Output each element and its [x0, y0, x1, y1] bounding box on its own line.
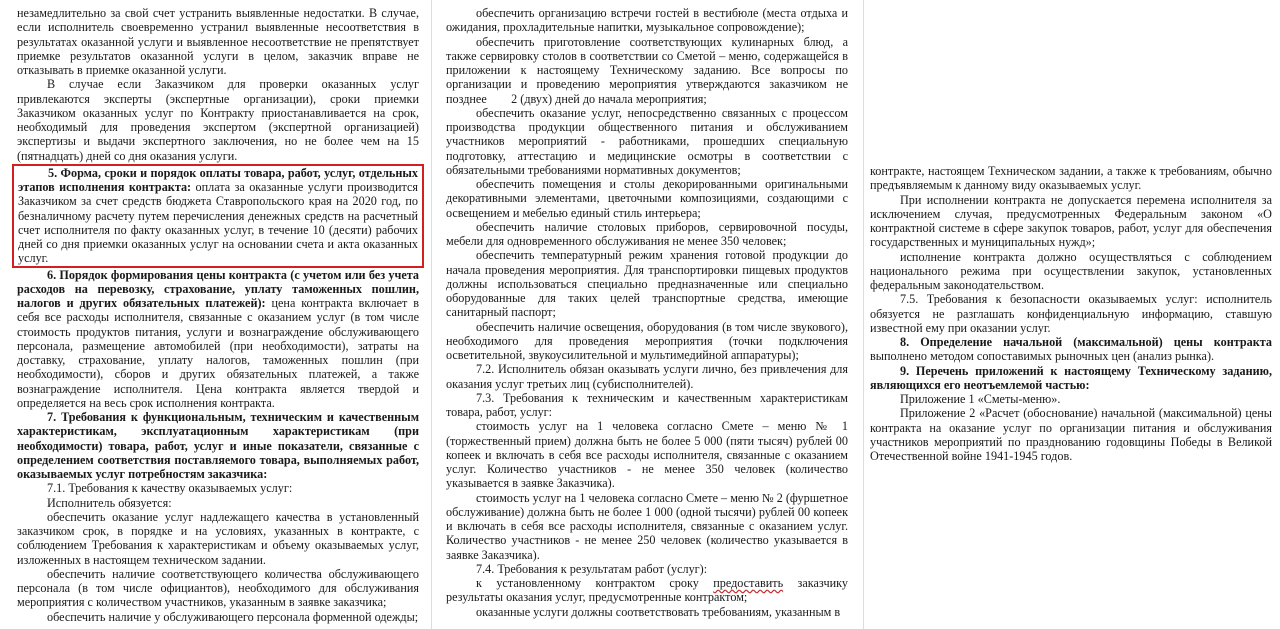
- paragraph: 7.2. Исполнитель обязан оказывать услуги лично, без привлечения для оказания услуг третьих лиц (субисполнителей).: [446, 362, 848, 391]
- paragraph: 7.1. Требования к качеству оказываемых услуг:: [47, 481, 293, 496]
- paragraph: [446, 576, 848, 605]
- appendix-item: Приложение 2 «Расчет (обоснование) начальной (максимальной) цены контракта на оказание услуг по организации питания и обслуживания участников мероприятий по празднованию годовщины Победы в Великой Отечественной войне 1941-1945 годов.: [870, 406, 1272, 463]
- paragraph: обеспечить приготовление соответствующих кулинарных блюд, а также сервировку столов в соответствии со Сметой – меню, содержащейся в приложении к настоящему Техническому заданию. Все вопросы по организации и проведению мероприятия утверждаются заказчиком не позднее 2 (двух) дней до начала мероприятия;: [446, 34, 852, 106]
- paragraph: стоимость услуг на 1 человека согласно Смете – меню № 1 (торжественный прием) должна быть не более 5 000 (пяти тысяч) рублей 00 копеек и включать в себя все расходы исполнителя, связанные с оказанием услуг. Количество участников - не менее 350 человек (количество указывается в заявке Заказчика).: [446, 419, 848, 491]
- document-page-left: [0, 0, 432, 629]
- text-run: к установленному контрактом сроку: [476, 576, 714, 590]
- paragraph: обеспечить помещения и столы декорированными оригинальными декоративными элементами, цветочными композициями, создающими с освещением и мебелью единый стиль интерьера;: [446, 177, 848, 220]
- section-5-text: оплата за оказанные услуги производится Заказчиком за счет средств бюджета Ставропольского края на 2020 год, по безналичному расчету путем перечисления денежных средств на расчетный счет исполнителя по факту оказанных услуг, в течение 10 (десяти) рабочих дней со дня приемки оказанных услуг на основании счета и акта оказанных услуг.: [18, 180, 418, 266]
- section-5-payment: [18, 166, 418, 266]
- highlighted-section-5: [12, 164, 424, 268]
- paragraph: незамедлительно за свой счет устранить выявленные недостатки. В случае, если исполнитель своевременно устранил выявленные несоответствия в результатах оказанной услуги и выявленное несоответствие не препятствует приемке результатов оказанной услуги в целом, заказчик вправе не отказывать в приемке оказанной услуги.: [17, 6, 419, 77]
- paragraph: 7.5. Требования к безопасности оказываемых услуг: исполнитель обязуется не разглашать конфиденциальную информацию, ставшую известной ему при оказании услуг.: [870, 292, 1272, 335]
- section-7-heading-text: 7. Требования к функциональным, техническим и качественным характеристикам, эксплуатационным характеристикам (при необходимости) товара, работ, услуг и иные показатели, связанные с определением соответствия поставляемого товара, выполняемых работ, оказываемых услуг потребностям заказчика:: [17, 410, 419, 481]
- paragraph: 7.4. Требования к результатам работ (услуг):: [476, 561, 708, 576]
- section-6-text: цена контракта включает в себя все расходы исполнителя, связанные с оказанием услуг (в том числе стоимость продуктов питания, услуги и вознаграждение обслуживающего персонала, размещение автомобилей (при необходимости), затраты на доставку, страхование, уплату налогов, таможенных пошлин (при необходимости), сборов и других обязательных платежей, а также вознаграждение исполнителя. Цена контракта является твердой и определяется на весь срок исполнения контракта.: [17, 296, 419, 410]
- section-5-heading: 5. Форма, сроки и порядок оплаты товара, работ, услуг, отдельных этапов исполнения контракта:: [18, 165, 418, 194]
- document-page-middle: [433, 0, 864, 629]
- paragraph: В случае если Заказчиком для проверки оказанных услуг привлекаются эксперты (экспертные организации), сроки приемки Заказчиком оказанных услуг по Контракту приостанавливается на срок, необходимый для проведения экспертом (экспертной организацией) экспертизы и выдачи экспертного заключения, но не более чем на 15 (пятнадцать) дней со дня оказания услуги.: [17, 77, 419, 163]
- section-6-heading: 6. Порядок формирования цены контракта (с учетом или без учета расходов на перевозку, страхование, уплату таможенных пошлин, налогов и других обязательных платежей):: [17, 267, 419, 310]
- paragraph: Исполнитель обязуется:: [47, 495, 172, 510]
- paragraph: обеспечить наличие освещения, оборудования (в том числе звукового), необходимого для проведения мероприятия (точки подключения осветительной, звукоусилительной и мультимедийной аппаратуры);: [446, 319, 848, 362]
- text-run: заказчику результаты оказания услуг, предусмотренные контрактом;: [446, 576, 848, 605]
- document-page-right: [865, 0, 1280, 629]
- paragraph: обеспечить оказание услуг, непосредственно связанных с процессом производства продукции общественного питания и обслуживанием участников мероприятий - работниками, прошедших специальную подготовку, аттестацию и медицинские осмотры в соответствии с обязательными требованиями нормативных документов;: [446, 105, 848, 177]
- paragraph: стоимость услуг на 1 человека согласно Смете – меню № 2 (фуршетное обслуживание) должна быть не более 1 000 (одной тысячи) рублей 00 копеек и включать в себя все расходы исполнителя, связанные с оказанием услуг. Количество участников - не менее 250 человек (количество указывается в заявке Заказчика).: [446, 490, 848, 562]
- appendix-item: Приложение 1 «Сметы-меню».: [900, 392, 1061, 406]
- paragraph: оказанные услуги должны соответствовать требованиям, указанным в: [476, 604, 841, 619]
- section-6-pricing: [17, 268, 419, 411]
- paragraph: обеспечить наличие у обслуживающего персонала форменной одежды;: [47, 609, 419, 624]
- spellcheck-flagged-word: предоставить: [713, 576, 784, 590]
- paragraph: обеспечить температурный режим хранения готовой продукции до начала проведения мероприятия. Для транспортировки пищевых продуктов должны использоваться специально предназначенные или специально оборудованные для таких целей транспортные средства, имеющие санитарный паспорт;: [446, 248, 848, 320]
- section-9-heading: [870, 364, 1272, 393]
- paragraph: обеспечить организацию встречи гостей в вестибюле (места отдыха и ожидания, прохладительные напитки, музыкальное сопровождение);: [446, 6, 848, 35]
- section-8-text: выполнено методом сопоставимых рыночных цен (анализ рынка).: [870, 349, 1215, 364]
- section-9-heading-text: 9. Перечень приложений к настоящему Техническому заданию, являющихся его неотъемлемой частью:: [870, 363, 1272, 392]
- paragraph: обеспечить наличие столовых приборов, сервировочной посуды, мебели для одновременного обслуживания не менее 350 человек;: [446, 219, 848, 248]
- section-8: [870, 335, 1272, 364]
- paragraph: обеспечить наличие соответствующего количества обслуживающего персонала (в том числе официантов), необходимого для обслуживания мероприятия с количеством участников, указанным в заявке заказчика;: [17, 566, 419, 610]
- paragraph: обеспечить оказание услуг надлежащего качества в установленный заказчиком срок, в порядке и на условиях, указанных в контракте, с соблюдением Требования к характеристикам и объему оказываемых услуг, изложенных в настоящем техническом задании.: [17, 509, 419, 567]
- paragraph: исполнение контракта должно осуществляться с соблюдением национального режима при осуществлении закупок, установленных федеральным законодательством.: [870, 249, 1272, 292]
- paragraph: контракте, настоящем Техническом задании, а также к требованиям, обычно предъявляемым к данному виду оказываемых услуг.: [870, 164, 1272, 193]
- section-7-heading: [17, 410, 419, 481]
- section-8-heading: 8. Определение начальной (максимальной) цены контракта: [900, 335, 1272, 349]
- paragraph: 7.3. Требования к техническим и качественным характеристикам товара, работ, услуг:: [446, 390, 848, 419]
- paragraph: При исполнении контракта не допускается перемена исполнителя за исключением случая, предусмотренных Федеральным законом «О контрактной системе в сфере закупок товаров, работ, услуг для обеспечения государственных и муниципальных нужд»;: [870, 192, 1272, 250]
